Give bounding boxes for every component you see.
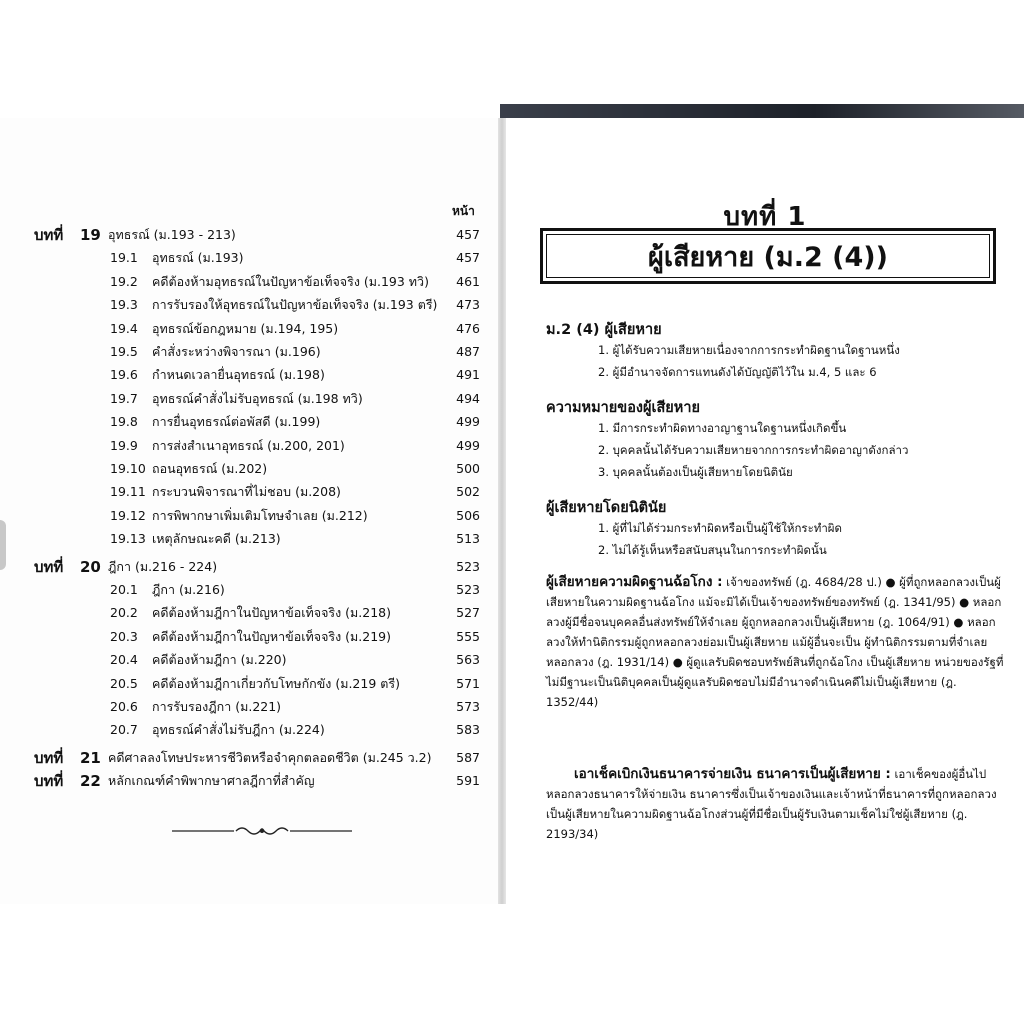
list-item: 1. ผู้ที่ไม่ได้ร่วมกระทำผิดหรือเป็นผู้ใช้ให้กระทำผิด	[598, 521, 843, 535]
toc-section-row	[0, 364, 500, 386]
toc-section-number: 19.10	[110, 461, 146, 476]
toc-section-row	[0, 528, 500, 550]
toc-entry-title: อุทธรณ์ (ม.193 - 213)	[108, 227, 236, 242]
toc-section-number: 20.4	[110, 652, 138, 668]
toc-page-number: 506	[456, 507, 480, 523]
toc-page-number: 591	[456, 773, 480, 789]
toc-page-number: 555	[456, 628, 480, 644]
paragraph-lead: ผู้เสียหายความผิดฐานฉ้อโกง :	[546, 574, 723, 590]
toc-chapter-number: 21	[80, 748, 101, 767]
toc-section-row	[0, 626, 500, 648]
chapter-heading: บทที่ 1	[723, 202, 807, 232]
chapter-title-box	[540, 228, 996, 284]
toc-entry-title: การรับรองฎีกา (ม.221)	[152, 699, 282, 714]
toc-section-number: 19.7	[110, 390, 138, 406]
toc-section-row	[0, 696, 500, 718]
toc-page-number: 494	[456, 390, 480, 406]
section-title: ความหมายของผู้เสียหาย	[546, 400, 700, 416]
toc-section-number: 20.1	[110, 582, 138, 597]
toc-entry-title: อุทธรณ์ข้อกฎหมาย (ม.194, 195)	[152, 320, 339, 336]
toc-entry-title: การพิพากษาเพิ่มเติมโทษจำเลย (ม.212)	[152, 507, 368, 523]
list-item: 2. ผู้มีอำนาจจัดการแทนดังได้บัญญัติไว้ใน ม.4, 5 และ 6	[598, 365, 877, 379]
toc-section-row	[0, 388, 500, 410]
list-item: 3. บุคคลนั้นต้องเป็นผู้เสียหายโดยนิตินัย	[598, 465, 793, 479]
toc-section-number: 19.13	[110, 531, 146, 547]
paragraph-check	[546, 764, 1010, 844]
toc-entry-title: การส่งสำเนาอุทธรณ์ (ม.200, 201)	[152, 437, 345, 453]
toc-chapter-label: บทที่	[34, 772, 64, 791]
ornament-divider	[172, 824, 352, 838]
book-cover-edge	[500, 104, 1024, 118]
toc-section-row	[0, 505, 500, 527]
toc-page-number: 563	[456, 652, 480, 668]
toc-entry-title: ฎีกา (ม.216 - 224)	[108, 558, 218, 574]
toc-section-number: 19.1	[110, 250, 138, 266]
toc-entry-title: คดีศาลลงโทษประหารชีวิตหรือจำคุกตลอดชีวิต (ม.245 ว.2)	[108, 749, 432, 765]
toc-chapter-row	[0, 770, 500, 792]
toc-page-number: 502	[456, 484, 480, 500]
paragraph-lead: เอาเช็คเบิกเงินธนาคารจ่ายเงิน ธนาคารเป็นผู้เสียหาย :	[574, 766, 891, 782]
toc-section-row	[0, 673, 500, 695]
toc-page-number: 499	[456, 437, 480, 453]
toc-chapter-row	[0, 556, 500, 578]
toc-chapter-row	[0, 224, 500, 246]
toc-page-number: 571	[456, 675, 480, 691]
toc-page-number: 476	[456, 320, 480, 336]
toc-chapter-number: 22	[80, 772, 101, 791]
toc-page-number: 523	[456, 582, 480, 597]
toc-entry-title: การรับรองให้อุทธรณ์ในปัญหาข้อเท็จจริง (ม.193 ตรี)	[152, 297, 438, 313]
toc-chapter-label: บทที่	[34, 226, 64, 244]
toc-section-row	[0, 649, 500, 671]
toc-section-number: 19.11	[110, 484, 146, 500]
toc-section-number: 19.6	[110, 367, 138, 383]
toc-section-row	[0, 247, 500, 269]
toc-entry-title: ถอนอุทธรณ์ (ม.202)	[152, 461, 268, 476]
list-item: 2. ไม่ได้รู้เห็นหรือสนับสนุนในการกระทำผิดนั้น	[598, 543, 827, 557]
toc-page-number: 457	[456, 250, 480, 266]
toc-entry-title: ฎีกา (ม.216)	[152, 582, 225, 597]
toc-page-number: 461	[456, 273, 480, 289]
paragraph-body: เอาเช็คของผู้อื่นไปหลอกลวงธนาคารให้จ่ายเงิน ธนาคารซึ่งเป็นเจ้าของเงินและเจ้าหน้าที่ธนาคารที่ถูกหลอกลวงเป็นผู้เสียหายในความผิดฐานฉ้อโกงส่วนผู้ที่มีชื่อเป็นผู้รับเงินตามเช็คไม่ใช่ผู้เสียหาย (ฎ. 2193/34)	[546, 767, 997, 841]
toc-section-number: 19.3	[110, 297, 138, 313]
toc-entry-title: อุทธรณ์คำสั่งไม่รับอุทธรณ์ (ม.198 ทวิ)	[152, 390, 363, 406]
toc-section-row	[0, 458, 500, 480]
toc-entry-title: คดีต้องห้ามฎีกาเกี่ยวกับโทษกักขัง (ม.219 ตรี)	[152, 675, 400, 691]
toc-entry-title: คำสั่งระหว่างพิจารณา (ม.196)	[152, 344, 321, 359]
toc-entry-title: คดีต้องห้ามอุทธรณ์ในปัญหาข้อเท็จจริง (ม.193 ทวิ)	[152, 273, 429, 289]
toc-section-row	[0, 719, 500, 741]
toc-section-row	[0, 411, 500, 433]
toc-section-number: 19.9	[110, 437, 138, 453]
toc-section-number: 20.7	[110, 722, 138, 738]
toc-section-number: 19.8	[110, 414, 138, 430]
toc-entry-title: กระบวนพิจารณาที่ไม่ชอบ (ม.208)	[152, 484, 341, 500]
toc-chapter-label: บทที่	[34, 557, 64, 576]
toc-section-number: 19.4	[110, 320, 138, 336]
toc-entry-title: การยื่นอุทธรณ์ต่อพัสดี (ม.199)	[152, 414, 321, 430]
toc-page-number: 583	[456, 722, 480, 738]
list-item: 2. บุคคลนั้นได้รับความเสียหายจากการกระทำผิดอาญาดังกล่าว	[598, 443, 909, 457]
toc-page-header: หน้า	[452, 204, 475, 218]
section-title: ผู้เสียหายโดยนิตินัย	[546, 500, 667, 516]
paragraph-body: เจ้าของทรัพย์ (ฎ. 4684/28 ป.) ● ผู้ที่ถูกหลอกลวงเป็นผู้เสียหายในความผิดฐานฉ้อโกง แม้จะมิได้เป็นเจ้าของทรัพย์ของทรัพย์ (ฎ. 1341/95) ● หลอกลวงผู้มีชื่อจนบุคคลอื่นส่งทรัพย์ให้จำเลย ผู้ถูกหลอกลวงเป็นผู้เสียหาย (ฎ. 1064/91) ● หลอกลวงให้ทำนิติกรรมผู้ถูกหลอกลวงย่อมเป็นผู้เสียหาย แม้ผู้อื่นจะเป็น ผู้ทำนิติกรรมตามที่จำเลยหลอกลวง (ฎ. 1931/14) ● ผู้ดูแลรับผิดชอบทรัพย์สินที่ถูกฉ้อโกง เป็นผู้เสียหาย หน่วยของรัฐที่ไม่มีฐานะเป็นนิติบุคคลเป็นผู้ดูแลรับผิดชอบไม่มีอำนาจดำเนินคดีไม่เป็นผู้เสียหาย (ฎ. 1352/44)	[546, 575, 1004, 709]
chapter-title: ผู้เสียหาย (ม.2 (4))	[648, 241, 888, 273]
toc-entry-title: อุทธรณ์ (ม.193)	[152, 250, 244, 266]
toc-page-number: 527	[456, 605, 480, 621]
toc-section-row	[0, 341, 500, 363]
toc-section-row	[0, 318, 500, 340]
toc-chapter-label: บทที่	[34, 748, 64, 767]
toc-page-number: 487	[456, 344, 480, 359]
list-item: 1. ผู้ได้รับความเสียหายเนื่องจากการกระทำผิดฐานใดฐานหนึ่ง	[598, 343, 900, 357]
toc-page-number: 491	[456, 367, 480, 383]
toc-entry-title: อุทธรณ์คำสั่งไม่รับฎีกา (ม.224)	[152, 722, 325, 738]
toc-page-number: 500	[456, 461, 480, 476]
toc-page-number: 457	[456, 227, 480, 242]
toc-section-number: 20.6	[110, 699, 138, 714]
section-title: ม.2 (4) ผู้เสียหาย	[546, 322, 662, 338]
toc-section-number: 19.12	[110, 507, 146, 523]
toc-section-number: 20.3	[110, 628, 138, 644]
toc-entry-title: คดีต้องห้ามฎีกาในปัญหาข้อเท็จจริง (ม.219)	[152, 628, 392, 644]
toc-chapter-number: 19	[80, 226, 101, 244]
toc-section-row	[0, 579, 500, 601]
toc-section-number: 19.5	[110, 344, 138, 359]
paragraph-fraud	[546, 572, 1010, 712]
toc-page-number: 513	[456, 531, 480, 547]
toc-chapter-number: 20	[80, 557, 101, 576]
toc-page-number: 587	[456, 749, 480, 765]
toc-section-row	[0, 271, 500, 293]
toc-page-number: 523	[456, 558, 480, 574]
toc-entry-title: คดีต้องห้ามฎีกาในปัญหาข้อเท็จจริง (ม.218)	[152, 605, 392, 621]
toc-entry-title: เหตุลักษณะคดี (ม.213)	[152, 531, 281, 547]
toc-section-row	[0, 602, 500, 624]
toc-section-row	[0, 294, 500, 316]
toc-section-row	[0, 481, 500, 503]
toc-page-number: 473	[456, 297, 480, 313]
toc-page-number: 573	[456, 699, 480, 714]
toc-page-number: 499	[456, 414, 480, 430]
toc-entry-title: กำหนดเวลายื่นอุทธรณ์ (ม.198)	[152, 367, 325, 383]
toc-chapter-row	[0, 747, 500, 769]
toc-section-number: 20.5	[110, 675, 138, 691]
toc-section-number: 20.2	[110, 605, 138, 621]
toc-entry-title: คดีต้องห้ามฎีกา (ม.220)	[152, 652, 287, 668]
toc-entry-title: หลักเกณฑ์คำพิพากษาศาลฎีกาที่สำคัญ	[108, 773, 315, 789]
toc-section-row	[0, 435, 500, 457]
list-item: 1. มีการกระทำผิดทางอาญาฐานใดฐานหนึ่งเกิดขึ้น	[598, 421, 847, 435]
toc-section-number: 19.2	[110, 273, 138, 289]
